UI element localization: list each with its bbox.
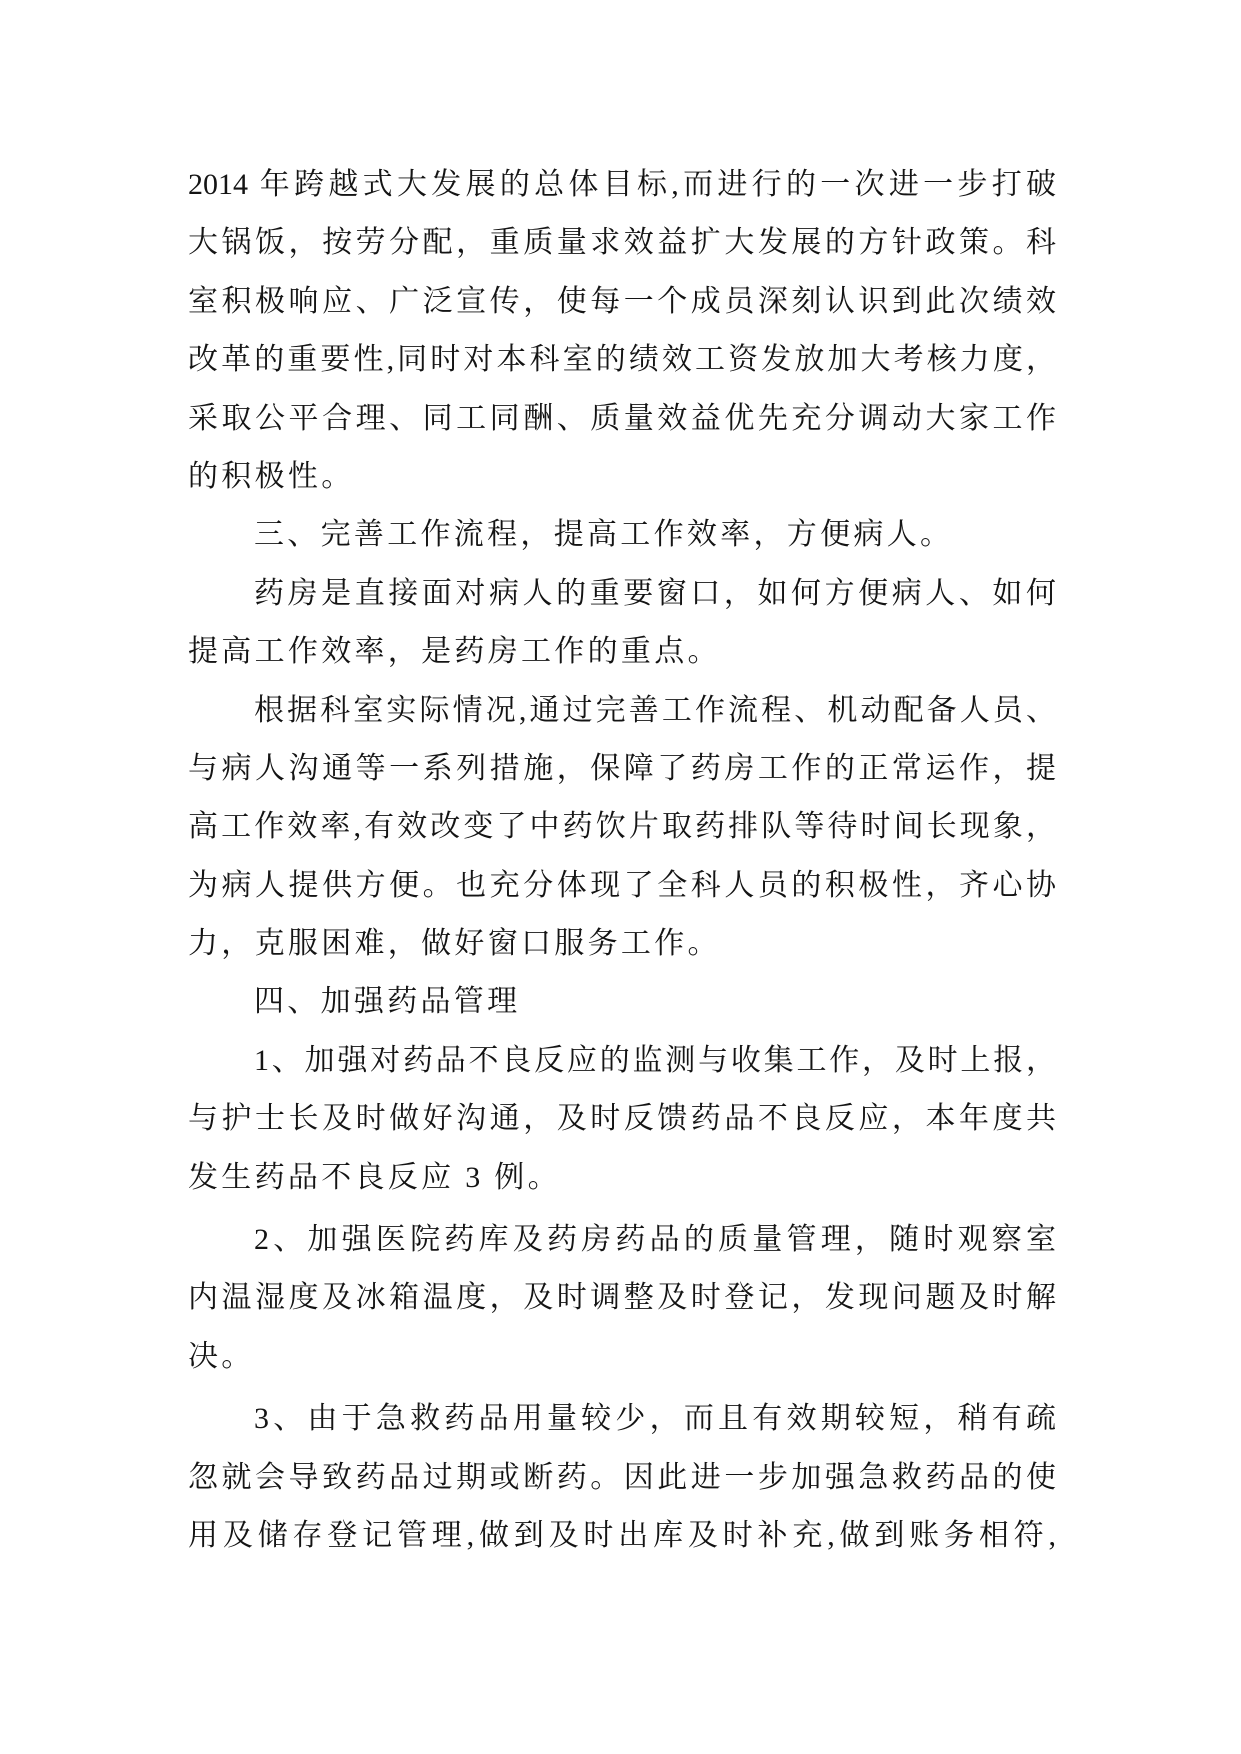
text-line: 2、加强医院药库及药房药品的质量管理，随时观察室 [254, 1223, 1056, 1257]
paragraph-item-1 [188, 1032, 1056, 1207]
text-line: 的积极性。 [188, 459, 355, 493]
text-line: 室积极响应、广泛宣传，使每一个成员深刻认识到此次绩效 [188, 284, 1056, 318]
heading-section-four [188, 973, 1056, 1031]
text-line: 与护士长及时做好沟通，及时反馈药品不良反应，本年度共 [188, 1102, 1056, 1136]
text-line: 提高工作效率，是药房工作的重点。 [188, 635, 721, 669]
text-line: 用及储存登记管理,做到及时出库及时补充,做到账务相符, [188, 1518, 1056, 1552]
heading-section-three [188, 506, 1056, 564]
text-line: 发生药品不良反应 3 例。 [188, 1160, 561, 1194]
text-line: 力，克服困难，做好窗口服务工作。 [188, 927, 721, 961]
text-line: 大锅饭，按劳分配，重质量求效益扩大发展的方针政策。科 [188, 226, 1056, 260]
text-line: 与病人沟通等一系列措施，保障了药房工作的正常运作，提 [188, 751, 1056, 785]
text-line: 药房是直接面对病人的重要窗口，如何方便病人、如何 [254, 576, 1056, 610]
paragraph-item-3 [188, 1390, 1056, 1565]
text-line: 1、加强对药品不良反应的监测与收集工作，及时上报， [254, 1043, 1056, 1077]
text-line: 为病人提供方便。也充分体现了全科人员的积极性，齐心协 [188, 868, 1056, 902]
text-line: 采取公平合理、同工同酬、质量效益优先充分调动大家工作 [188, 401, 1056, 435]
text-line: 决。 [188, 1339, 255, 1373]
paragraph-workflow-measures [188, 682, 1056, 974]
text-line: 2014 年跨越式大发展的总体目标,而进行的一次进一步打破 [188, 168, 1056, 201]
paragraph-pharmacy-window [188, 565, 1056, 682]
paragraph-performance-reform [188, 156, 1056, 506]
document-body [188, 156, 1056, 1565]
text-line: 3、由于急救药品用量较少，而且有效期较短，稍有疏 [254, 1402, 1056, 1436]
text-line: 高工作效率,有效改变了中药饮片取药排队等待时间长现象， [188, 810, 1056, 844]
section-heading: 三、完善工作流程，提高工作效率，方便病人。 [254, 518, 954, 552]
text-line: 内温湿度及冰箱温度，及时调整及时登记，发现问题及时解 [188, 1281, 1056, 1315]
text-line: 忽就会导致药品过期或断药。因此进一步加强急救药品的使 [188, 1460, 1056, 1494]
text-line: 根据科室实际情况,通过完善工作流程、机动配备人员、 [254, 693, 1056, 727]
section-heading: 四、加强药品管理 [254, 985, 521, 1019]
paragraph-item-2 [188, 1211, 1056, 1386]
text-line: 改革的重要性,同时对本科室的绩效工资发放加大考核力度， [188, 343, 1056, 377]
